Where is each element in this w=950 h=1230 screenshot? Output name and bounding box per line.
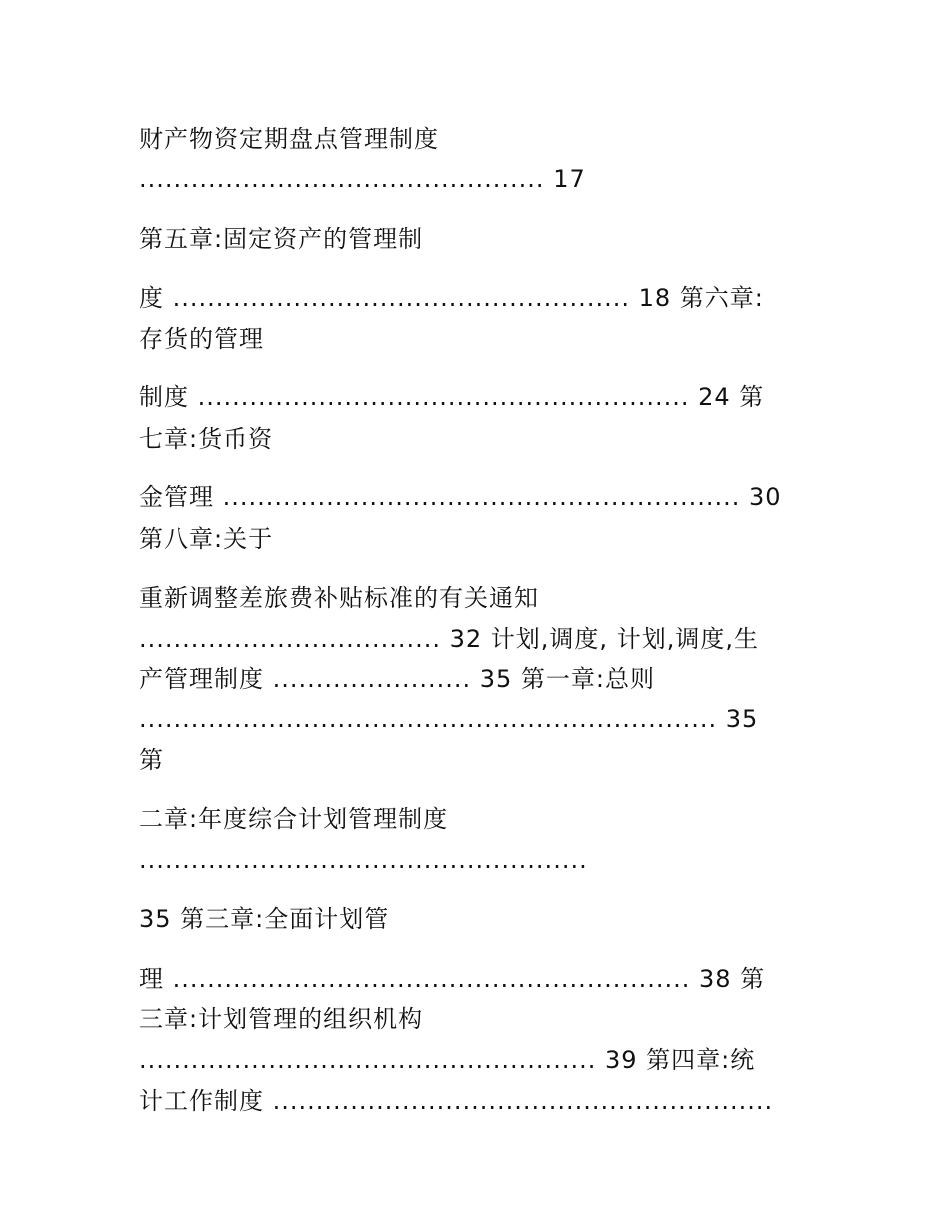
toc-line: 存货的管理 (139, 325, 264, 353)
toc-line: 制度 ......................................................... 24 第 (139, 383, 765, 411)
toc-line: 重新调整差旅费补贴标准的有关通知 (139, 584, 539, 612)
toc-line: ................................... 32 计划,调度, 计划,调度,生 (139, 625, 759, 653)
toc-line: 度 ..................................................... 18 第六章: (139, 284, 764, 312)
toc-line: 理 ............................................................ 38 第 (139, 965, 766, 993)
toc-line: 35 第三章:全面计划管 (139, 905, 390, 933)
toc-line: .................................................... (139, 846, 588, 874)
toc-line: 第八章:关于 (139, 525, 274, 553)
toc-line: 财产物资定期盘点管理制度 (139, 125, 439, 153)
toc-line: 三章:计划管理的组织机构 (139, 1005, 424, 1033)
toc-line: 二章:年度综合计划管理制度 (139, 805, 449, 833)
toc-line: 产管理制度 ....................... 35 第一章:总则 (139, 665, 655, 693)
toc-line: 第五章:固定资产的管理制 (139, 225, 424, 253)
toc-line: 七章:货币资 (139, 425, 274, 453)
toc-line: 金管理 ............................................................ 30 (139, 483, 782, 511)
toc-line: ............................................... 17 (139, 165, 586, 193)
toc-line: ..................................................... 39 第四章:统 (139, 1046, 756, 1074)
toc-line: 第 (139, 746, 164, 774)
toc-line: ................................................................... 35 (139, 705, 759, 733)
toc-line: 计工作制度 .......................................................... (139, 1087, 774, 1115)
